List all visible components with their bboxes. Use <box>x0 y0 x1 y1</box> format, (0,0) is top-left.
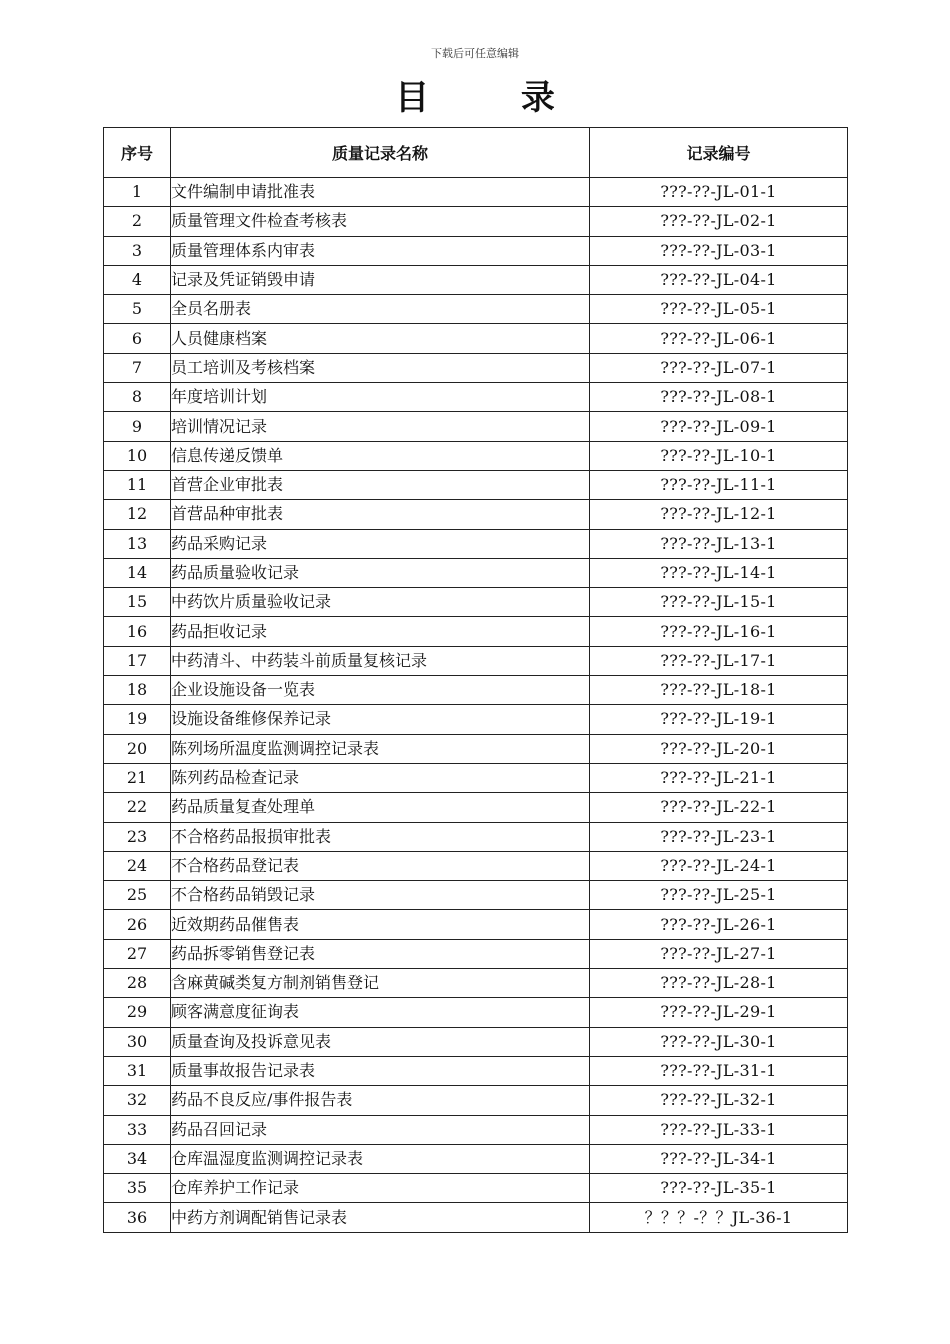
table-row <box>104 822 848 851</box>
row-name-cell: 陈列场所温度监测调控记录表 <box>171 734 590 763</box>
row-seq-cell: 6 <box>104 324 171 353</box>
table-row <box>104 881 848 910</box>
row-seq-cell: 29 <box>104 998 171 1027</box>
row-name-cell: 质量查询及投诉意见表 <box>171 1027 590 1056</box>
row-code-cell: ???-??-JL-15-1 <box>590 588 848 617</box>
table-row <box>104 178 848 207</box>
table-row <box>104 470 848 499</box>
row-name-cell: 文件编制申请批准表 <box>171 178 590 207</box>
table-row <box>104 1174 848 1203</box>
table-row <box>104 207 848 236</box>
row-seq-cell: 23 <box>104 822 171 851</box>
row-name-cell: 药品采购记录 <box>171 529 590 558</box>
table-row <box>104 939 848 968</box>
table-row <box>104 324 848 353</box>
row-code-cell: ???-??-JL-28-1 <box>590 969 848 998</box>
row-code-cell: ???-??-JL-08-1 <box>590 383 848 412</box>
row-name-cell: 不合格药品销毁记录 <box>171 881 590 910</box>
row-name-cell: 信息传递反馈单 <box>171 441 590 470</box>
row-name-cell: 近效期药品催售表 <box>171 910 590 939</box>
row-name-cell: 顾客满意度征询表 <box>171 998 590 1027</box>
table-row <box>104 236 848 265</box>
row-code-cell: ???-??-JL-26-1 <box>590 910 848 939</box>
row-code-cell: ???-??-JL-10-1 <box>590 441 848 470</box>
table-header-row <box>104 128 848 178</box>
row-code-cell: ???-??-JL-35-1 <box>590 1174 848 1203</box>
row-seq-cell: 19 <box>104 705 171 734</box>
row-name-cell: 药品召回记录 <box>171 1115 590 1144</box>
records-table <box>103 127 848 1233</box>
row-code-cell: ???-??-JL-05-1 <box>590 295 848 324</box>
row-seq-cell: 36 <box>104 1203 171 1232</box>
table-row <box>104 383 848 412</box>
table-row <box>104 910 848 939</box>
row-seq-cell: 2 <box>104 207 171 236</box>
row-name-cell: 记录及凭证销毁申请 <box>171 265 590 294</box>
row-code-cell: ???-??-JL-06-1 <box>590 324 848 353</box>
row-code-cell: ???-??-JL-29-1 <box>590 998 848 1027</box>
page-title: 目 录 <box>395 78 595 118</box>
row-code-cell: ???-??-JL-31-1 <box>590 1056 848 1085</box>
row-code-cell: ???-??-JL-07-1 <box>590 353 848 382</box>
column-header-code: 记录编号 <box>590 128 848 178</box>
row-code-cell: ???-??-JL-33-1 <box>590 1115 848 1144</box>
row-seq-cell: 22 <box>104 793 171 822</box>
row-code-cell: ???-??-JL-34-1 <box>590 1144 848 1173</box>
table-row <box>104 1086 848 1115</box>
row-seq-cell: 7 <box>104 353 171 382</box>
row-seq-cell: 35 <box>104 1174 171 1203</box>
row-seq-cell: 25 <box>104 881 171 910</box>
row-seq-cell: 28 <box>104 969 171 998</box>
table-row <box>104 851 848 880</box>
row-code-cell: ???-??-JL-13-1 <box>590 529 848 558</box>
row-name-cell: 首营品种审批表 <box>171 500 590 529</box>
row-name-cell: 药品质量复查处理单 <box>171 793 590 822</box>
row-code-cell: ???-??-JL-09-1 <box>590 412 848 441</box>
table-row <box>104 1056 848 1085</box>
table-row <box>104 529 848 558</box>
table-row <box>104 500 848 529</box>
table-row <box>104 646 848 675</box>
records-body <box>104 178 848 1233</box>
row-seq-cell: 10 <box>104 441 171 470</box>
table-row <box>104 998 848 1027</box>
table-row <box>104 441 848 470</box>
row-seq-cell: 21 <box>104 763 171 792</box>
row-seq-cell: 18 <box>104 676 171 705</box>
row-code-cell: ???-??-JL-01-1 <box>590 178 848 207</box>
row-name-cell: 企业设施设备一览表 <box>171 676 590 705</box>
table-row <box>104 676 848 705</box>
row-name-cell: 仓库养护工作记录 <box>171 1174 590 1203</box>
row-name-cell: 仓库温湿度监测调控记录表 <box>171 1144 590 1173</box>
row-code-cell: ???-??-JL-24-1 <box>590 851 848 880</box>
row-name-cell: 中药清斗、中药装斗前质量复核记录 <box>171 646 590 675</box>
row-seq-cell: 33 <box>104 1115 171 1144</box>
row-seq-cell: 34 <box>104 1144 171 1173</box>
row-name-cell: 含麻黄碱类复方制剂销售登记 <box>171 969 590 998</box>
row-seq-cell: 9 <box>104 412 171 441</box>
row-seq-cell: 13 <box>104 529 171 558</box>
row-code-cell: ???-??-JL-22-1 <box>590 793 848 822</box>
table-row <box>104 617 848 646</box>
row-name-cell: 首营企业审批表 <box>171 470 590 499</box>
table-row <box>104 705 848 734</box>
column-header-name: 质量记录名称 <box>171 128 590 178</box>
row-code-cell: ???-??-JL-21-1 <box>590 763 848 792</box>
row-seq-cell: 27 <box>104 939 171 968</box>
row-code-cell: ???-??-JL-14-1 <box>590 558 848 587</box>
row-name-cell: 质量管理文件检查考核表 <box>171 207 590 236</box>
row-seq-cell: 31 <box>104 1056 171 1085</box>
row-seq-cell: 24 <box>104 851 171 880</box>
table-row <box>104 1203 848 1232</box>
table-row <box>104 265 848 294</box>
row-name-cell: 不合格药品登记表 <box>171 851 590 880</box>
row-name-cell: 质量事故报告记录表 <box>171 1056 590 1085</box>
row-code-cell: ???-??-JL-23-1 <box>590 822 848 851</box>
row-code-cell: ???-??-JL-25-1 <box>590 881 848 910</box>
row-name-cell: 中药饮片质量验收记录 <box>171 588 590 617</box>
row-seq-cell: 5 <box>104 295 171 324</box>
row-code-cell: ???-??-JL-30-1 <box>590 1027 848 1056</box>
table-row <box>104 763 848 792</box>
row-seq-cell: 11 <box>104 470 171 499</box>
row-name-cell: 药品不良反应/事件报告表 <box>171 1086 590 1115</box>
row-name-cell: 药品拆零销售登记表 <box>171 939 590 968</box>
header-note: 下载后可任意编辑 <box>431 47 519 60</box>
row-code-cell: ???-??-JL-02-1 <box>590 207 848 236</box>
row-name-cell: 质量管理体系内审表 <box>171 236 590 265</box>
row-seq-cell: 30 <box>104 1027 171 1056</box>
row-code-cell: ???-??-JL-32-1 <box>590 1086 848 1115</box>
row-code-cell: ???-??-JL-16-1 <box>590 617 848 646</box>
table-row <box>104 353 848 382</box>
table-row <box>104 1115 848 1144</box>
row-name-cell: 员工培训及考核档案 <box>171 353 590 382</box>
row-name-cell: 陈列药品检查记录 <box>171 763 590 792</box>
row-seq-cell: 12 <box>104 500 171 529</box>
row-name-cell: 不合格药品报损审批表 <box>171 822 590 851</box>
table-row <box>104 1027 848 1056</box>
row-name-cell: 设施设备维修保养记录 <box>171 705 590 734</box>
row-seq-cell: 16 <box>104 617 171 646</box>
row-name-cell: 全员名册表 <box>171 295 590 324</box>
row-code-cell: ???-??-JL-20-1 <box>590 734 848 763</box>
row-code-cell: ???-??-JL-04-1 <box>590 265 848 294</box>
row-code-cell: ???-??-JL-12-1 <box>590 500 848 529</box>
table-row <box>104 295 848 324</box>
row-seq-cell: 17 <box>104 646 171 675</box>
table-row <box>104 1144 848 1173</box>
row-seq-cell: 20 <box>104 734 171 763</box>
column-header-seq: 序号 <box>104 128 171 178</box>
row-name-cell: 药品质量验收记录 <box>171 558 590 587</box>
table-row <box>104 588 848 617</box>
row-seq-cell: 15 <box>104 588 171 617</box>
row-seq-cell: 4 <box>104 265 171 294</box>
row-code-cell: ???-??-JL-18-1 <box>590 676 848 705</box>
row-name-cell: 药品拒收记录 <box>171 617 590 646</box>
table-row <box>104 793 848 822</box>
row-name-cell: 年度培训计划 <box>171 383 590 412</box>
row-name-cell: 培训情况记录 <box>171 412 590 441</box>
table-row <box>104 734 848 763</box>
row-seq-cell: 32 <box>104 1086 171 1115</box>
row-name-cell: 中药方剂调配销售记录表 <box>171 1203 590 1232</box>
row-code-cell: ???-??-JL-19-1 <box>590 705 848 734</box>
row-code-cell: ???-??-JL-03-1 <box>590 236 848 265</box>
row-seq-cell: 26 <box>104 910 171 939</box>
row-seq-cell: 8 <box>104 383 171 412</box>
row-code-cell: ？？？-？？JL-36-1 <box>590 1203 848 1232</box>
row-seq-cell: 14 <box>104 558 171 587</box>
row-name-cell: 人员健康档案 <box>171 324 590 353</box>
table-row <box>104 412 848 441</box>
row-code-cell: ???-??-JL-17-1 <box>590 646 848 675</box>
table-row <box>104 969 848 998</box>
row-seq-cell: 3 <box>104 236 171 265</box>
table-row <box>104 558 848 587</box>
row-code-cell: ???-??-JL-27-1 <box>590 939 848 968</box>
row-code-cell: ???-??-JL-11-1 <box>590 470 848 499</box>
row-seq-cell: 1 <box>104 178 171 207</box>
